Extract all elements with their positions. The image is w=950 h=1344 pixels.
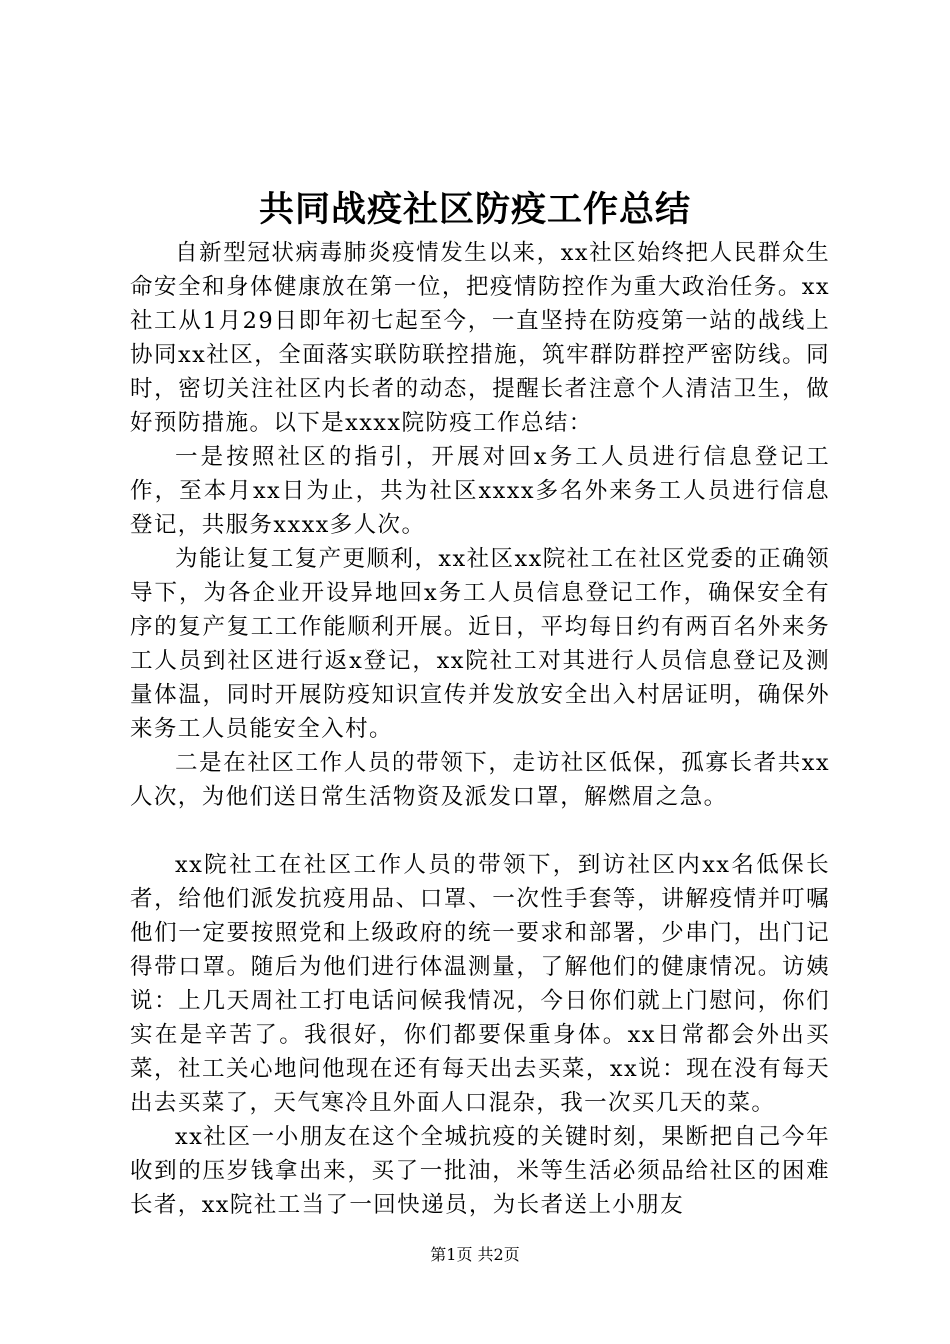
- document-body: [130, 236, 830, 1222]
- paragraph-resumption: 为能让复工复产更顺利，xx社区xx院社工在社区党委的正确领导下，为各企业开设异地回x务工人员信息登记工作，确保安全有序的复产复工工作能顺利开展。近日，平均每日约有两百名外来务工人员到社区进行返x登记，xx院社工对其进行人员信息登记及测量体温，同时开展防疫知识宣传并发放安全出入村居证明，确保外来务工人员能安全入村。: [130, 546, 830, 742]
- paragraph-child-donation: xx社区一小朋友在这个全城抗疫的关键时刻，果断把自己今年收到的压岁钱拿出来，买了一批油，米等生活必须品给社区的困难长者，xx院社工当了一回快递员，为长者送上小朋友: [130, 1124, 830, 1218]
- paragraph-visits: 二是在社区工作人员的带领下，走访社区低保，孤寡长者共xx人次，为他们送日常生活物资及派发口罩，解燃眉之急。: [130, 750, 830, 810]
- paragraph-registration: 一是按照社区的指引，开展对回x务工人员进行信息登记工作，至本月xx日为止，共为社区xxxx多名外来务工人员进行信息登记，共服务xxxx多人次。: [130, 444, 830, 538]
- page-number: 第1页 共2页: [430, 1245, 520, 1264]
- paragraph-intro: 自新型冠状病毒肺炎疫情发生以来，xx社区始终把人民群众生命安全和身体健康放在第一位，把疫情防控作为重大政治任务。xx社工从1月29日即年初七起至今，一直坚持在防疫第一站的战线上协同xx社区，全面落实联防联控措施，筑牢群防群控严密防线。同时，密切关注社区内长者的动态，提醒长者注意个人清洁卫生，做好预防措施。以下是xxxx院防疫工作总结：: [130, 240, 830, 436]
- paragraph-elderly-visits: xx院社工在社区工作人员的带领下，到访社区内xx名低保长者，给他们派发抗疫用品、口罩、一次性手套等，讲解疫情并叮嘱他们一定要按照党和上级政府的统一要求和部署，少串门，出门记得带口罩。随后为他们进行体温测量，了解他们的健康情况。访姨说：上几天周社工打电话问候我情况，今日你们就上门慰问，你们实在是辛苦了。我很好，你们都要保重身体。xx日常都会外出买菜，社工关心地问他现在还有每天出去买菜，xx说：现在没有每天出去买菜了，天气寒冷且外面人口混杂，我一次买几天的菜。: [130, 852, 830, 1116]
- document-title: 共同战疫社区防疫工作总结: [258, 189, 691, 230]
